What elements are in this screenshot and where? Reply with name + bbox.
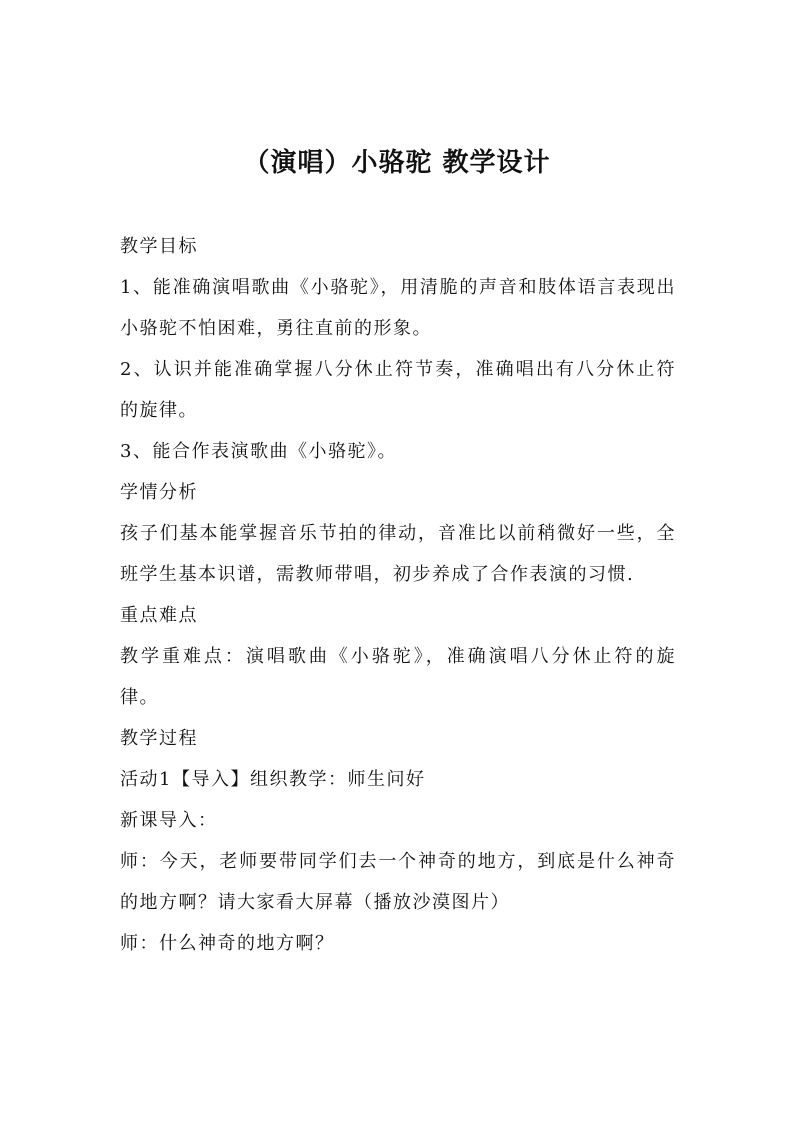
teacher-line-1: 师：今天，老师要带同学们去一个神奇的地方，到底是什么神奇的地方啊？请大家看大屏幕（播放沙漠图片）	[120, 851, 676, 913]
section-heading-objectives: 教学目标	[120, 236, 198, 257]
analysis-paragraph: 孩子们基本能掌握音乐节拍的律动，音准比以前稍微好一些，全班学生基本识谱，需教师带唱，初步养成了合作表演的习惯.	[120, 523, 676, 585]
section-heading-analysis: 学情分析	[120, 482, 198, 503]
key-points-paragraph: 教学重难点：演唱歌曲《小骆驼》，准确演唱八分休止符的旋律。	[120, 646, 676, 708]
activity-1-line: 活动1【导入】组织教学：师生问好	[120, 769, 426, 790]
section-heading-process: 教学过程	[120, 728, 198, 749]
objective-1: 1、能准确演唱歌曲《小骆驼》，用清脆的声音和肢体语言表现出小骆驼不怕困难，勇往直前的形象。	[120, 277, 676, 339]
new-lesson-intro-label: 新课导入：	[120, 810, 218, 831]
document-title: （演唱）小骆驼 教学设计	[243, 148, 551, 178]
section-heading-key-points: 重点难点	[120, 605, 198, 626]
objective-2: 2、认识并能准确掌握八分休止符节奏，准确唱出有八分休止符的旋律。	[120, 359, 676, 421]
objective-3: 3、能合作表演歌曲《小骆驼》。	[120, 441, 397, 462]
teacher-line-2: 师：什么神奇的地方啊？	[120, 933, 335, 954]
document-body	[120, 226, 676, 964]
